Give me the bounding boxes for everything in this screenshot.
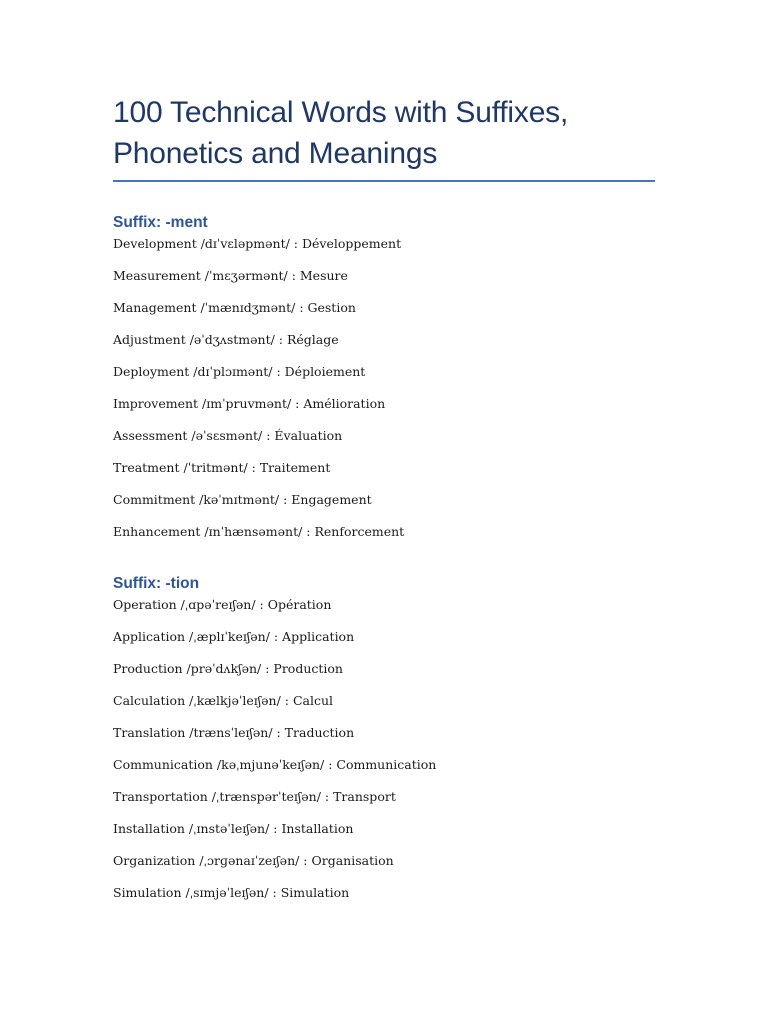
list-item: Organization /ˌɔrɡənaɪˈzeɪʃən/ : Organisation [113,853,394,868]
list-item: Installation /ˌɪnstəˈleɪʃən/ : Installation [113,821,354,836]
entry-list [113,596,655,902]
list-item: Deployment /dɪˈplɔɪmənt/ : Déploiement [113,364,366,379]
list-item: Measurement /ˈmɛʒərmənt/ : Mesure [113,268,348,283]
list-item: Commitment /kəˈmɪtmənt/ : Engagement [113,492,372,507]
section-suffix-ment [113,213,655,541]
document-title [113,92,655,180]
section-suffix-tion [113,574,655,902]
title-line-1: 100 Technical Words with Suffixes, [113,96,569,129]
title-underline-divider [113,180,655,182]
list-item: Calculation /ˌkælkjəˈleɪʃən/ : Calcul [113,693,334,708]
list-item: Assessment /əˈsɛsmənt/ : Évaluation [113,428,343,443]
title-line-2: Phonetics and Meanings [113,137,438,170]
list-item: Management /ˈmænɪdʒmənt/ : Gestion [113,300,356,315]
list-item: Communication /kəˌmjunəˈkeɪʃən/ : Communication [113,757,437,772]
list-item: Enhancement /ɪnˈhænsəmənt/ : Renforcement [113,524,405,539]
list-item: Production /prəˈdʌkʃən/ : Production [113,661,343,676]
list-item: Adjustment /əˈdʒʌstmənt/ : Réglage [113,332,339,347]
entry-list [113,235,655,541]
list-item: Simulation /ˌsɪmjəˈleɪʃən/ : Simulation [113,885,350,900]
list-item: Operation /ˌɑpəˈreɪʃən/ : Opération [113,597,332,612]
list-item: Application /ˌæplɪˈkeɪʃən/ : Application [113,629,355,644]
list-item: Translation /trænsˈleɪʃən/ : Traduction [113,725,355,740]
list-item: Development /dɪˈvɛləpmənt/ : Développement [113,236,402,251]
list-item: Treatment /ˈtritmənt/ : Traitement [113,460,331,475]
document-page [113,92,655,902]
list-item: Transportation /ˌtrænspərˈteɪʃən/ : Transport [113,789,396,804]
section-heading: Suffix: -tion [113,575,200,592]
section-heading: Suffix: -ment [113,214,208,231]
list-item: Improvement /ɪmˈpruvmənt/ : Amélioration [113,396,386,411]
